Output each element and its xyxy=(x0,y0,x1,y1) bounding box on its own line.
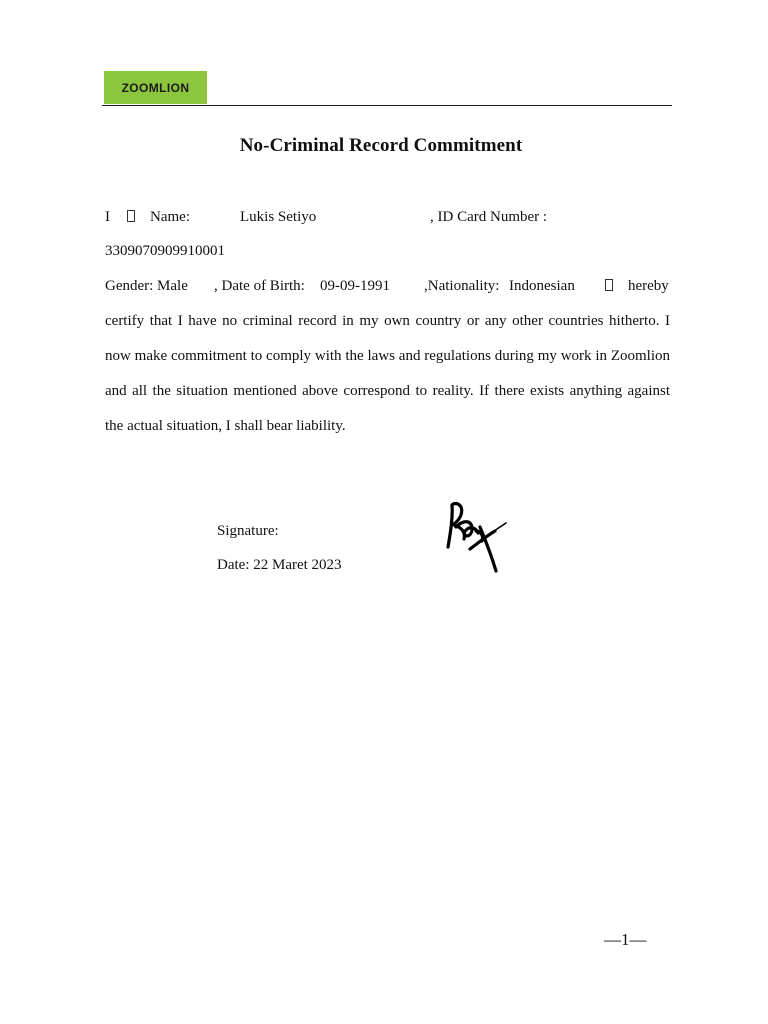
dob-label: , Date of Birth: xyxy=(214,278,305,294)
commitment-paragraph: certify that I have no criminal record in my own country or any other countries hitherto. I now make commitment to comply with the laws and regulations during my work in Zoomlion and all the situation mentioned above correspond to reality. If there exists anything against the actual situation, I shall bear liability. xyxy=(105,313,670,434)
gender-field: Gender: Male xyxy=(105,278,188,294)
name-label: Name: xyxy=(150,209,190,225)
nationality-label: ,Nationality: xyxy=(424,278,500,294)
id-card-label: , ID Card Number : xyxy=(430,209,548,225)
header-divider xyxy=(102,105,672,106)
dob-value: 09-09-1991 xyxy=(320,278,390,294)
missing-glyph-icon xyxy=(605,276,613,296)
nationality-value: Indonesian xyxy=(509,278,575,294)
page-number: —1— xyxy=(604,930,647,949)
handwritten-signature xyxy=(440,497,512,579)
pronoun-i: I xyxy=(105,209,110,225)
signature-label: Signature: xyxy=(217,523,279,539)
zoomlion-logo xyxy=(104,71,207,104)
id-card-number: 3309070909910001 xyxy=(105,243,225,259)
hereby-word: hereby xyxy=(628,278,669,294)
missing-glyph-icon xyxy=(127,207,135,227)
document-title: No-Criminal Record Commitment xyxy=(239,135,523,156)
logo-text: ZOOMLION xyxy=(121,80,190,95)
date-line: Date: 22 Maret 2023 xyxy=(217,557,342,573)
name-value: Lukis Setiyo xyxy=(240,209,317,225)
